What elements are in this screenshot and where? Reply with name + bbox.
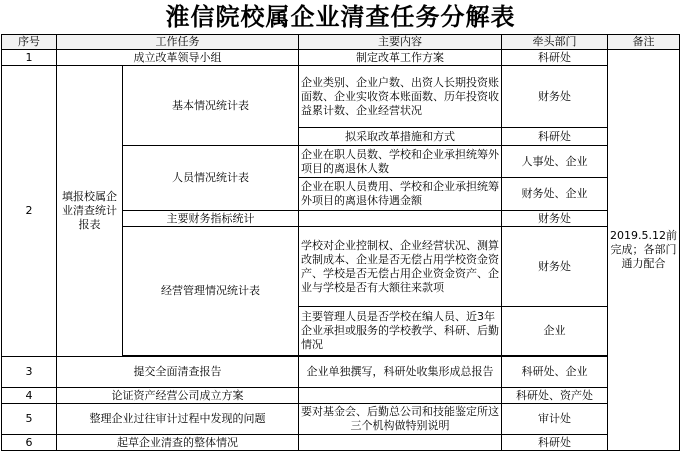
content-cell <box>299 211 502 227</box>
header-content: 主要内容 <box>299 35 502 50</box>
table-row <box>2 50 680 66</box>
table-row <box>2 404 680 435</box>
dept-cell: 科研处 <box>502 435 608 451</box>
content-cell <box>299 435 502 451</box>
header-seq: 序号 <box>2 35 57 50</box>
table-row <box>2 66 680 128</box>
dept-cell: 财务处 <box>502 211 608 227</box>
header-task: 工作任务 <box>57 35 299 50</box>
dept-cell: 科研处 <box>502 128 608 146</box>
dept-cell: 财务处 <box>502 227 608 307</box>
table-row <box>2 388 680 404</box>
dept-cell: 财务处 <box>502 66 608 128</box>
table-row <box>2 435 680 451</box>
content-cell: 企业在职人员费用、学校和企业承担统筹外项目的离退休待遇金额 <box>299 178 502 211</box>
dept-cell: 科研处、资产处 <box>502 388 608 404</box>
table-row <box>2 357 680 388</box>
task-table <box>1 34 680 451</box>
header-row <box>2 35 680 50</box>
content-cell: 制定改革工作方案 <box>299 50 502 66</box>
content-cell: 企业类别、企业户数、出资人长期投资账面数、企业实收资本账面数、历年投资收益累计数、企业经营状况 <box>299 66 502 128</box>
dept-cell: 财务处、企业 <box>502 178 608 211</box>
dept-cell: 企业 <box>502 307 608 356</box>
content-cell: 拟采取改革措施和方式 <box>299 128 502 146</box>
note-cell: 2019.5.12前完成；各部门通力配合 <box>608 50 680 451</box>
header-dept: 牵头部门 <box>502 35 608 50</box>
task-cell: 基本情况统计表 <box>123 66 299 146</box>
seq-cell: 6 <box>2 435 57 451</box>
content-cell: 学校对企业控制权、企业经营状况、测算改制成本、企业是否无偿占用学校资金资产、学校是否无偿占用企业资金资产、企业与学校是否有大额往来款项 <box>299 227 502 307</box>
page-title: 淮信院校属企业清查任务分解表 <box>165 2 516 31</box>
task-cell: 整理企业过往审计过程中发现的问题 <box>57 404 299 435</box>
task-cell: 论证资产经营公司成立方案 <box>57 388 299 404</box>
dept-cell: 审计处 <box>502 404 608 435</box>
content-cell: 要对基金会、后勤总公司和技能鉴定所这三个机构做特别说明 <box>299 404 502 435</box>
header-note: 备注 <box>608 35 680 50</box>
seq-cell: 4 <box>2 388 57 404</box>
dept-cell: 人事处、企业 <box>502 146 608 178</box>
dept-cell: 科研处、企业 <box>502 357 608 388</box>
task-cell: 成立改革领导小组 <box>57 50 299 66</box>
content-cell: 企业在职人员数、学校和企业承担统筹外项目的离退休人数 <box>299 146 502 178</box>
content-cell: 企业单独撰写，科研处收集形成总报告 <box>299 357 502 388</box>
group-task-cell: 填报校属企业清查统计报表 <box>57 66 123 357</box>
task-cell: 提交全面清查报告 <box>57 357 299 388</box>
content-cell <box>299 388 502 404</box>
seq-cell: 2 <box>2 66 57 357</box>
task-cell: 经营管理情况统计表 <box>123 227 299 356</box>
content-cell: 主要管理人员是否学校在编人员、近3年企业承担或服务的学校教学、科研、后勤情况 <box>299 307 502 356</box>
seq-cell: 5 <box>2 404 57 435</box>
dept-cell: 科研处 <box>502 50 608 66</box>
task-cell: 人员情况统计表 <box>123 146 299 211</box>
task-cell: 主要财务指标统计 <box>123 211 299 227</box>
task-cell: 起草企业清查的整体情况 <box>57 435 299 451</box>
seq-cell: 3 <box>2 357 57 388</box>
seq-cell: 1 <box>2 50 57 66</box>
